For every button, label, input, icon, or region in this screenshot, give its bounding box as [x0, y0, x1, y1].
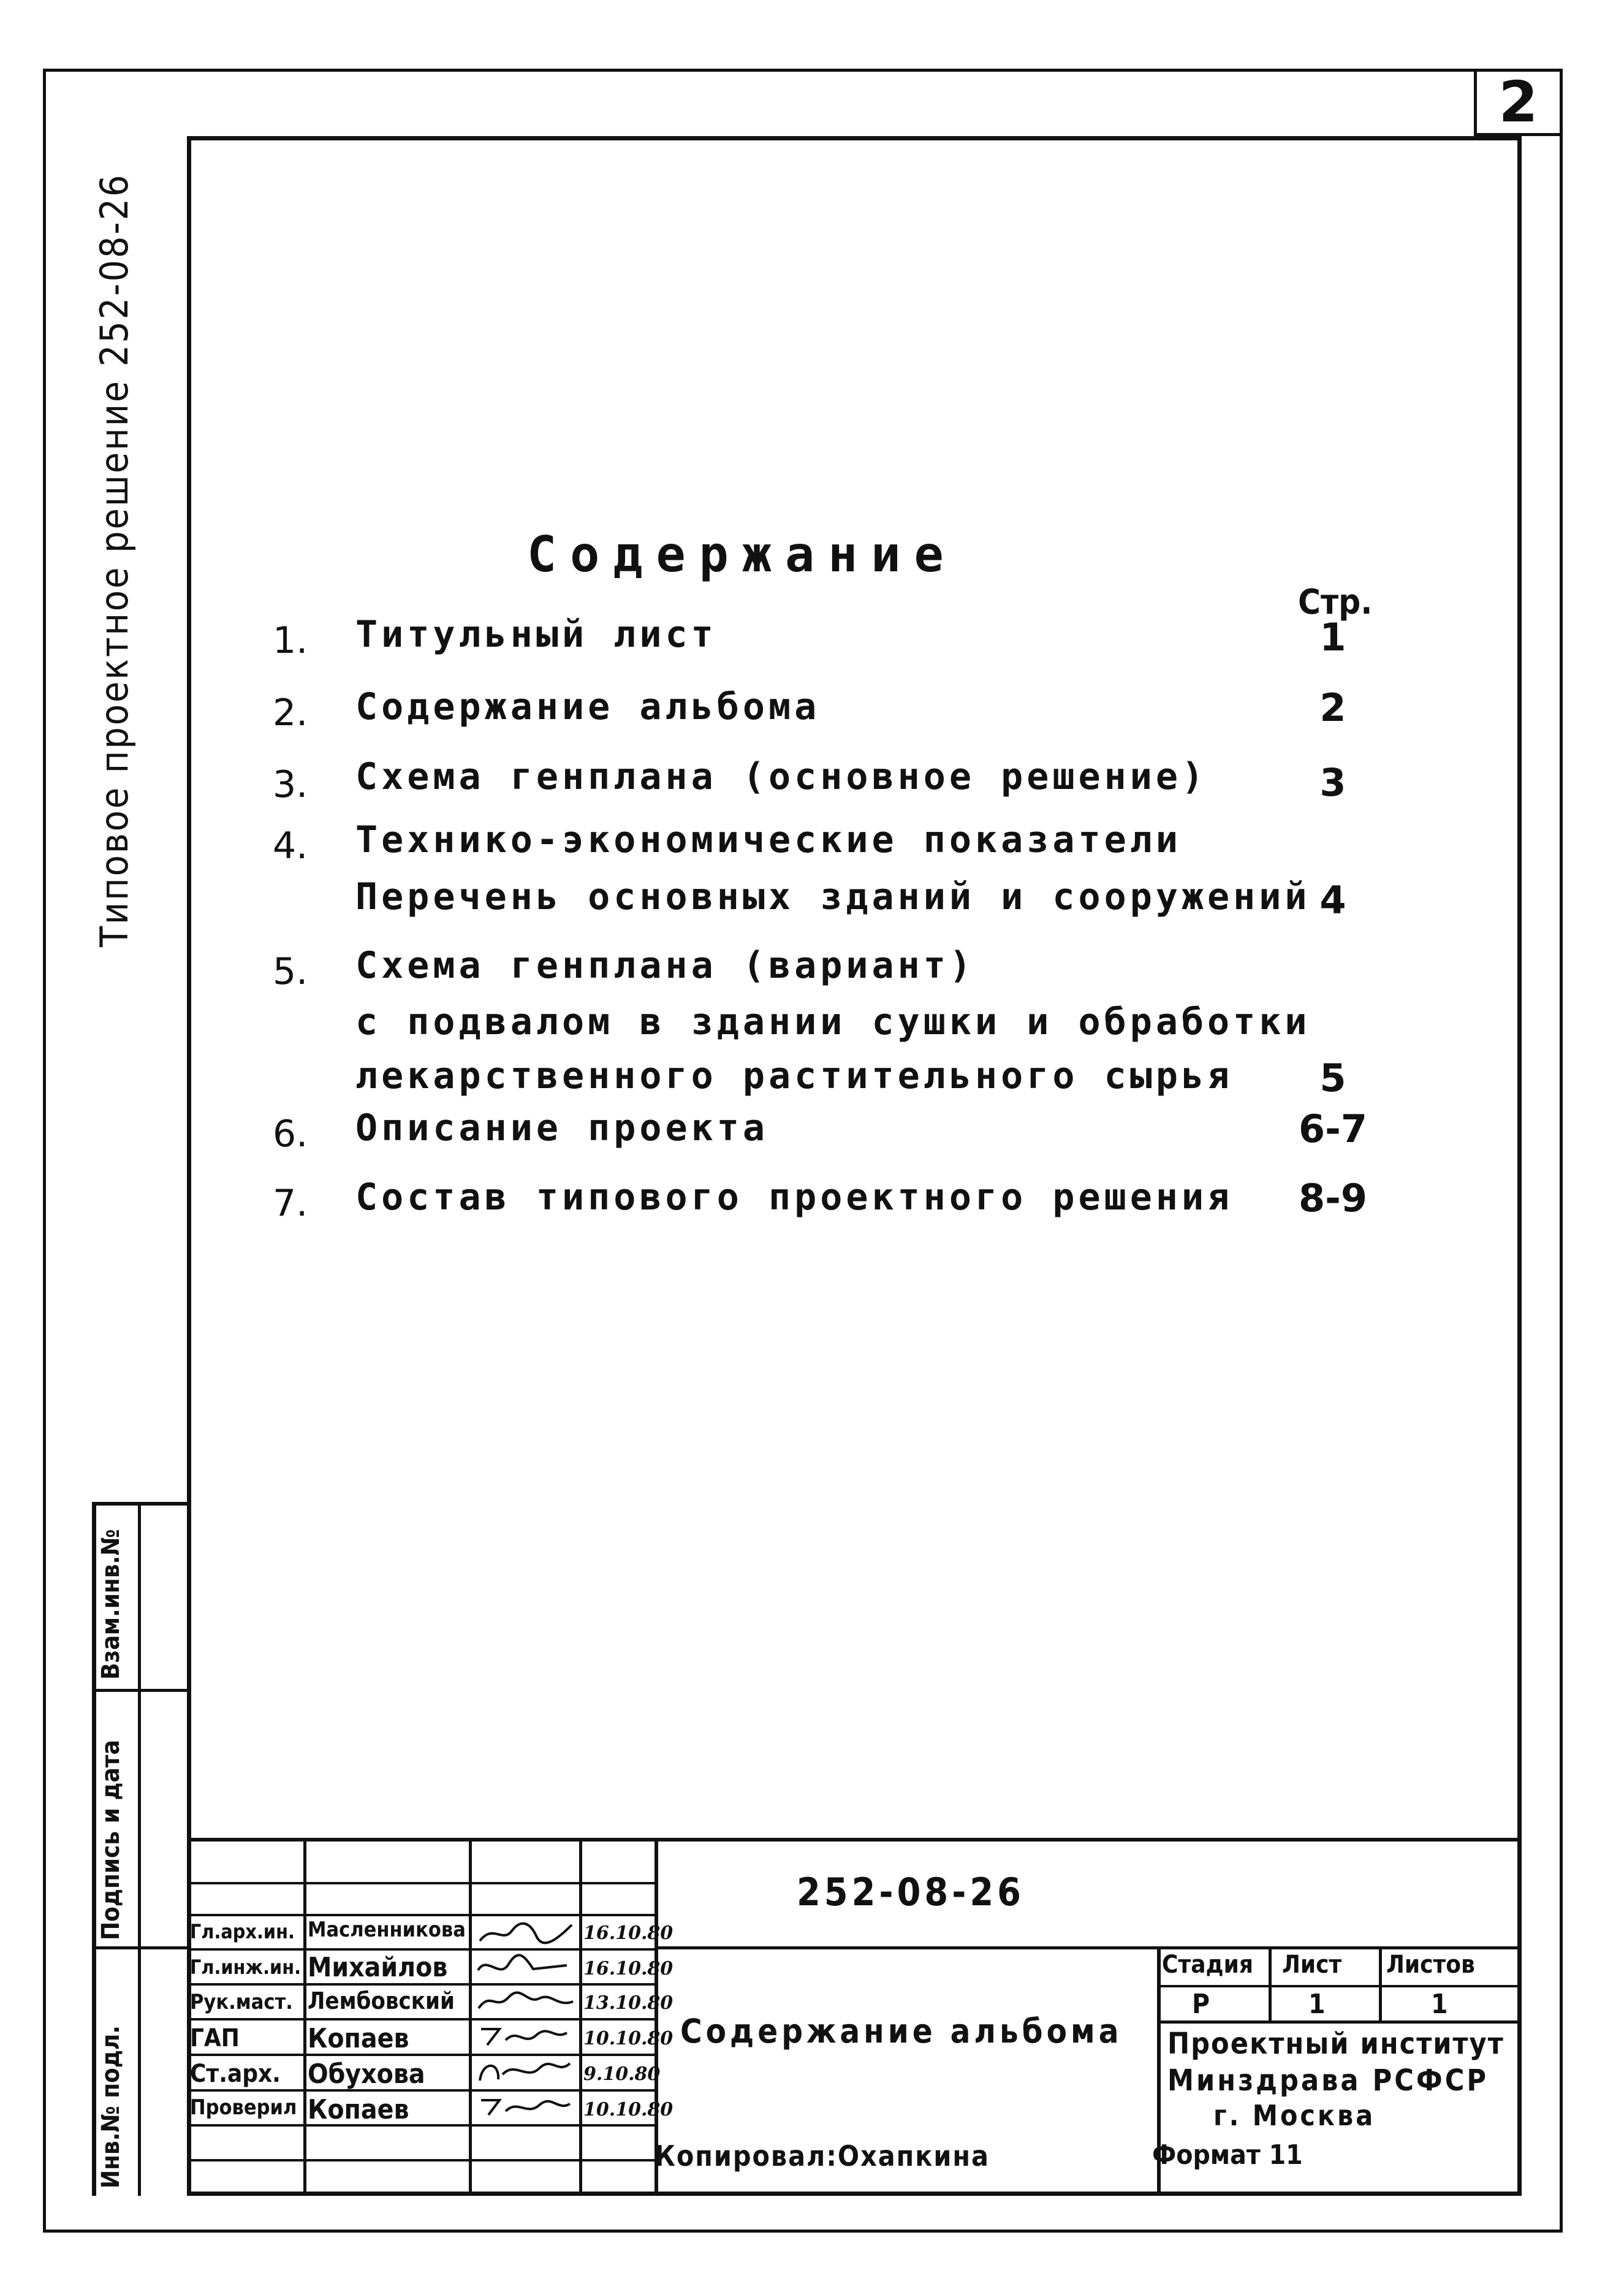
signatory-date: 10.10.80	[583, 2028, 674, 2049]
signatory-name: Обухова	[308, 2059, 425, 2090]
signatory-date: 16.10.80	[583, 1922, 674, 1944]
signatory-role: Гл.инж.ин.	[190, 1956, 302, 1979]
signature-mark	[475, 2056, 576, 2087]
signatory-role: ГАП	[190, 2024, 240, 2052]
toc-item-text: Титульный лист	[355, 613, 717, 656]
signatory-date: 9.10.80	[583, 2063, 661, 2085]
toc-item-text: Содержание альбома	[355, 685, 821, 728]
stage-header: Стадия	[1162, 1951, 1253, 1979]
organization-line-3: г. Москва	[1213, 2099, 1376, 2132]
toc-item-text: Схема генплана (вариант)	[355, 944, 975, 987]
signature-mark	[475, 1952, 576, 1982]
toc-item-page: 2	[1319, 685, 1346, 730]
strip-label-vzam-inv: Взам.инв.№	[97, 1529, 125, 1680]
toc-item-number: 7.	[273, 1182, 308, 1225]
copied-by: Копировал:Охапкина	[655, 2139, 990, 2173]
signatory-role: Гл.арх.ин.	[190, 1920, 295, 1943]
signatory-date: 16.10.80	[583, 1958, 674, 1979]
organization-line-1: Проектный институт	[1167, 2027, 1504, 2061]
signature-mark	[475, 2092, 576, 2122]
sheet-title: Содержание альбома	[680, 2012, 1123, 2051]
toc-item-number: 2.	[273, 691, 308, 734]
stage-value: Р	[1192, 1989, 1210, 2020]
signatory-date: 13.10.80	[583, 1992, 674, 2014]
signatory-name: Копаев	[308, 2094, 409, 2125]
toc-item-page: 3	[1319, 760, 1346, 805]
toc-item-number: 6.	[273, 1113, 308, 1156]
toc-item-text: Перечень основных зданий и сооружений	[355, 875, 1311, 918]
sheet-header: Лист	[1282, 1951, 1342, 1979]
signature-mark	[475, 1986, 576, 2017]
toc-item-page: 8-9	[1298, 1176, 1367, 1221]
page-column-header: Стр.	[1298, 582, 1373, 622]
organization-line-2: Минздрава РСФСР	[1167, 2063, 1489, 2098]
sheets-value: 1	[1431, 1989, 1448, 2020]
signatory-name: Копаев	[308, 2023, 409, 2054]
toc-item-text: Технико-экономические показатели	[355, 818, 1182, 861]
document-code: 252-08-26	[797, 1870, 1025, 1914]
toc-item-page: 5	[1319, 1056, 1346, 1100]
signature-mark	[475, 1918, 576, 1948]
toc-item-text: с подвалом в здании сушки и обработки	[355, 1000, 1311, 1043]
strip-label-signature-date: Подпись и дата	[97, 1740, 125, 1940]
toc-item-number: 3.	[273, 763, 308, 806]
toc-item-text: лекарственного растительного сырья	[355, 1054, 1234, 1097]
toc-item-text: Схема генплана (основное решение)	[355, 755, 1208, 798]
toc-item-number: 1.	[273, 619, 308, 662]
signature-mark	[475, 2022, 576, 2052]
sheet-value: 1	[1308, 1989, 1326, 2020]
toc-item-text: Состав типового проектного решения	[355, 1176, 1234, 1219]
signatory-role: Рук.маст.	[190, 1990, 293, 2014]
signatory-name: Михайлов	[308, 1952, 448, 1983]
side-label: Типовое проектное решение 252-08-26	[92, 173, 137, 947]
signatory-role: Ст.арх.	[190, 2060, 281, 2088]
toc-item-page: 6-7	[1298, 1106, 1367, 1151]
signatory-name: Масленникова	[308, 1918, 466, 1942]
strip-label-inv-podl: Инв.№ подл.	[97, 2025, 125, 2188]
signatory-role: Проверил	[190, 2095, 297, 2120]
toc-item-number: 5.	[273, 950, 308, 993]
sheet-number: 2	[1498, 69, 1538, 135]
toc-item-page: 4	[1319, 878, 1346, 923]
toc-title: Содержание	[527, 526, 957, 583]
sheets-header: Листов	[1386, 1951, 1475, 1979]
toc-item-number: 4.	[273, 825, 308, 867]
toc-item-page: 1	[1319, 615, 1346, 660]
toc-item-text: Описание проекта	[355, 1106, 768, 1149]
signatory-date: 10.10.80	[583, 2099, 674, 2120]
signatory-name: Лембовский	[308, 1987, 455, 2014]
format-label: Формат 11	[1152, 2139, 1303, 2171]
